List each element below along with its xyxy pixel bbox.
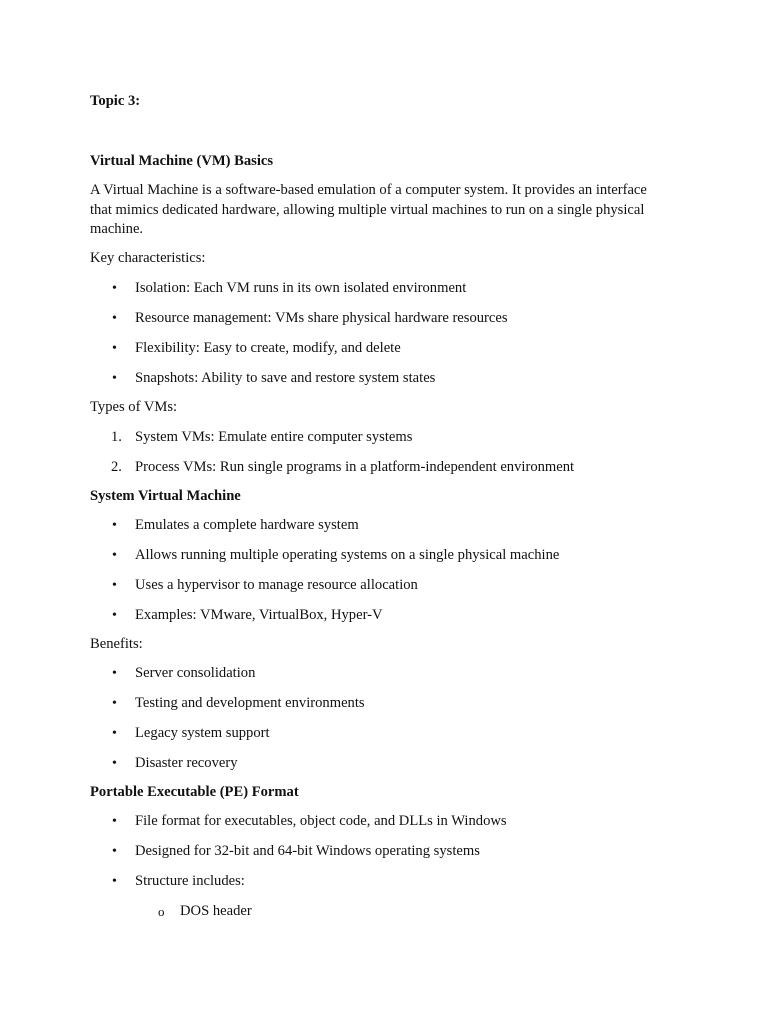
list-item: Examples: VMware, VirtualBox, Hyper-V bbox=[135, 607, 383, 623]
bullet-glyph: • bbox=[112, 696, 117, 711]
bullet-glyph: • bbox=[112, 281, 117, 296]
list-item: Isolation: Each VM runs in its own isolated environment bbox=[135, 280, 467, 296]
bullet-glyph: • bbox=[112, 311, 117, 326]
sub-list-item: DOS header bbox=[180, 903, 252, 919]
bullet-glyph: • bbox=[112, 608, 117, 623]
list-item: System VMs: Emulate entire computer systems bbox=[135, 429, 413, 445]
bullet-glyph: • bbox=[112, 844, 117, 859]
list-item: Snapshots: Ability to save and restore system states bbox=[135, 370, 436, 386]
bullet-glyph: • bbox=[112, 578, 117, 593]
bullet-glyph: • bbox=[112, 548, 117, 563]
list-item: File format for executables, object code, and DLLs in Windows bbox=[135, 813, 507, 829]
types-label: Types of VMs: bbox=[90, 399, 178, 415]
vm-intro-line-1: A Virtual Machine is a software-based emulation of a computer system. It provides an interface bbox=[90, 182, 647, 198]
list-item: Legacy system support bbox=[135, 725, 270, 741]
sub-bullet-glyph: o bbox=[158, 904, 165, 919]
list-item: Server consolidation bbox=[135, 665, 256, 681]
bullet-glyph: • bbox=[112, 341, 117, 356]
bullet-glyph: • bbox=[112, 371, 117, 386]
list-number: 2. bbox=[111, 459, 122, 475]
list-item: Testing and development environments bbox=[135, 695, 365, 711]
pe-format-heading: Portable Executable (PE) Format bbox=[90, 784, 299, 800]
list-item: Emulates a complete hardware system bbox=[135, 517, 359, 533]
list-item: Disaster recovery bbox=[135, 755, 238, 771]
bullet-glyph: • bbox=[112, 756, 117, 771]
bullet-glyph: • bbox=[112, 874, 117, 889]
list-item: Structure includes: bbox=[135, 873, 245, 889]
benefits-label: Benefits: bbox=[90, 636, 143, 652]
vm-intro-line-2: that mimics dedicated hardware, allowing multiple virtual machines to run on a single physical bbox=[90, 202, 645, 218]
list-item: Resource management: VMs share physical hardware resources bbox=[135, 310, 508, 326]
list-number: 1. bbox=[111, 429, 122, 445]
list-item: Process VMs: Run single programs in a platform-independent environment bbox=[135, 459, 575, 475]
bullet-glyph: • bbox=[112, 726, 117, 741]
vm-basics-heading: Virtual Machine (VM) Basics bbox=[90, 153, 274, 169]
bullet-glyph: • bbox=[112, 518, 117, 533]
list-item: Allows running multiple operating systems on a single physical machine bbox=[135, 547, 560, 563]
list-item: Designed for 32-bit and 64-bit Windows operating systems bbox=[135, 843, 480, 859]
list-item: Flexibility: Easy to create, modify, and delete bbox=[135, 340, 401, 356]
bullet-glyph: • bbox=[112, 666, 117, 681]
key-characteristics-label: Key characteristics: bbox=[90, 250, 206, 266]
vm-intro-line-3: machine. bbox=[90, 221, 144, 237]
system-vm-heading: System Virtual Machine bbox=[90, 488, 241, 504]
list-item: Uses a hypervisor to manage resource allocation bbox=[135, 577, 418, 593]
bullet-glyph: • bbox=[112, 814, 117, 829]
topic-title: Topic 3: bbox=[90, 93, 141, 109]
